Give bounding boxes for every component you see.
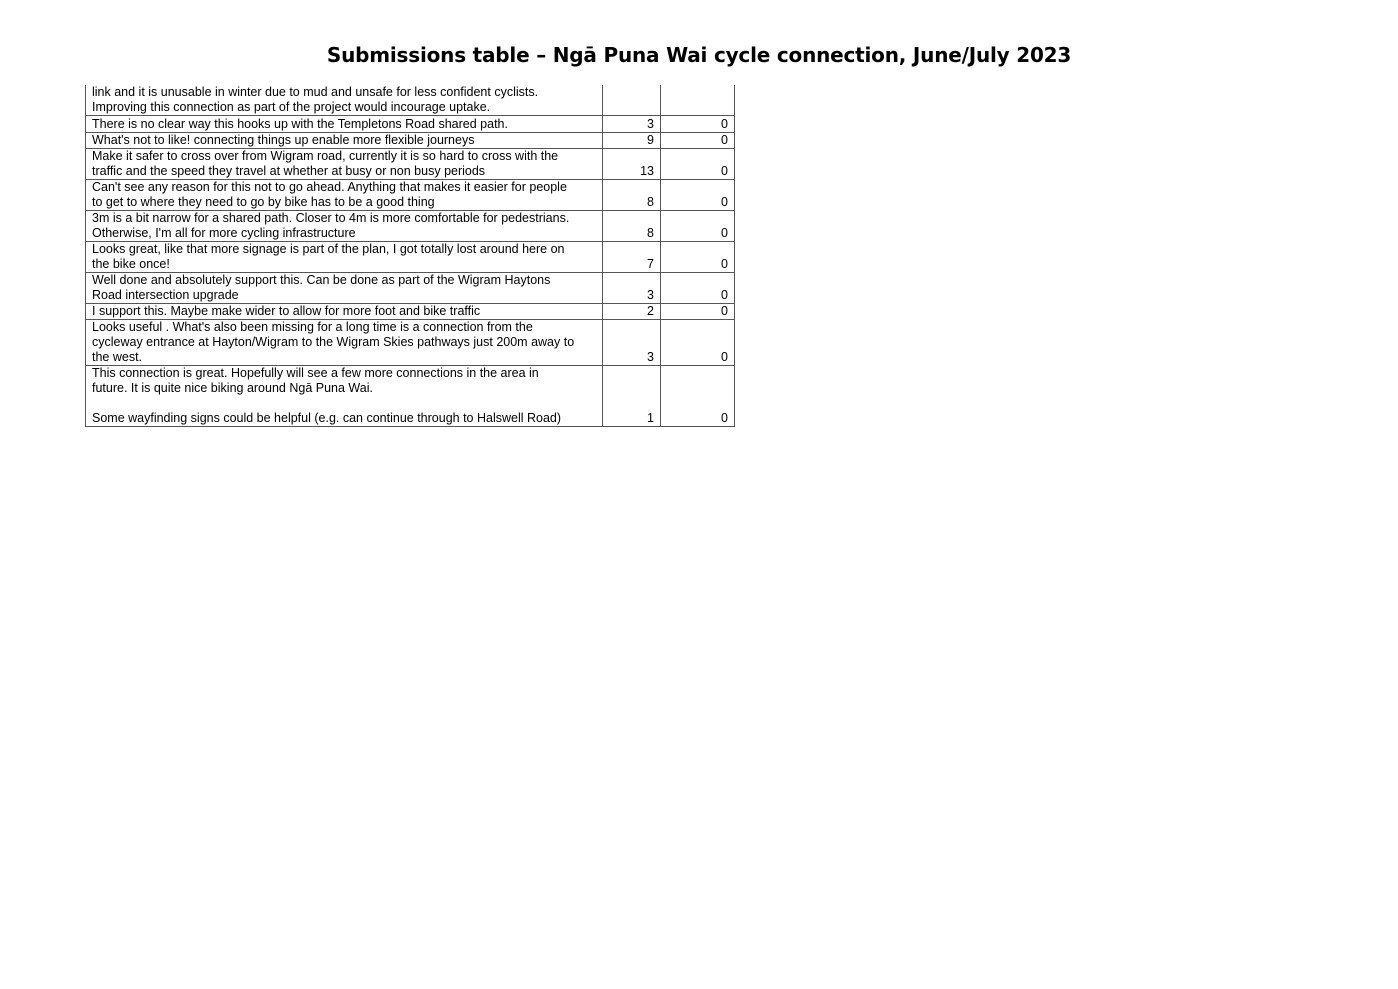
count-cell: 0 [661,116,735,133]
comment-cell: Looks useful . What's also been missing for a long time is a connection from the cycleway entrance at Hayton/Wigram to the Wigram Skies pathways just 200m away to the west. [86,320,603,366]
count-cell: 8 [603,180,661,211]
comment-cell: Well done and absolutely support this. Can be done as part of the Wigram Haytons Road intersection upgrade [86,273,603,304]
count-cell: 0 [661,366,735,427]
count-cell: 0 [661,273,735,304]
count-cell: 0 [661,133,735,149]
comment-cell: link and it is unusable in winter due to mud and unsafe for less confident cyclists. Improving this connection as part of the project would incourage uptake. [86,85,603,116]
count-cell: 3 [603,273,661,304]
count-cell: 8 [603,211,661,242]
comment-cell: Looks great, like that more signage is part of the plan, I got totally lost around here on the bike once! [86,242,603,273]
table-row [86,133,735,149]
table-row [86,85,735,116]
table-row [86,211,735,242]
table-row [86,116,735,133]
table-row [86,180,735,211]
table-row [86,242,735,273]
table-row [86,366,735,427]
count-cell [661,85,735,116]
count-cell: 0 [661,180,735,211]
count-cell: 0 [661,149,735,180]
comment-cell: Make it safer to cross over from Wigram road, currently it is so hard to cross with the traffic and the speed they travel at whether at busy or non busy periods [86,149,603,180]
count-cell: 7 [603,242,661,273]
count-cell: 0 [661,211,735,242]
count-cell: 0 [661,304,735,320]
comment-cell: What's not to like! connecting things up enable more flexible journeys [86,133,603,149]
table-row [86,304,735,320]
table-row [86,149,735,180]
count-cell: 13 [603,149,661,180]
count-cell: 0 [661,242,735,273]
count-cell: 0 [661,320,735,366]
comment-cell: 3m is a bit narrow for a shared path. Closer to 4m is more comfortable for pedestrians. Otherwise, I'm all for more cycling infrastructure [86,211,603,242]
comment-cell: Can't see any reason for this not to go ahead. Anything that makes it easier for people to get to where they need to go by bike has to be a good thing [86,180,603,211]
table-row [86,320,735,366]
comment-cell: There is no clear way this hooks up with the Templetons Road shared path. [86,116,603,133]
count-cell: 3 [603,320,661,366]
count-cell: 2 [603,304,661,320]
submissions-table [85,85,735,427]
table-row [86,273,735,304]
count-cell [603,85,661,116]
count-cell: 1 [603,366,661,427]
comment-cell: This connection is great. Hopefully will see a few more connections in the area in future. It is quite nice biking around Ngā Puna Wai. Some wayfinding signs could be helpful (e.g. can continue through to Halswell Road) [86,366,603,427]
comment-cell: I support this. Maybe make wider to allow for more foot and bike traffic [86,304,603,320]
count-cell: 3 [603,116,661,133]
page-title: Submissions table – Ngā Puna Wai cycle connection, June/July 2023 [326,43,1072,67]
count-cell: 9 [603,133,661,149]
